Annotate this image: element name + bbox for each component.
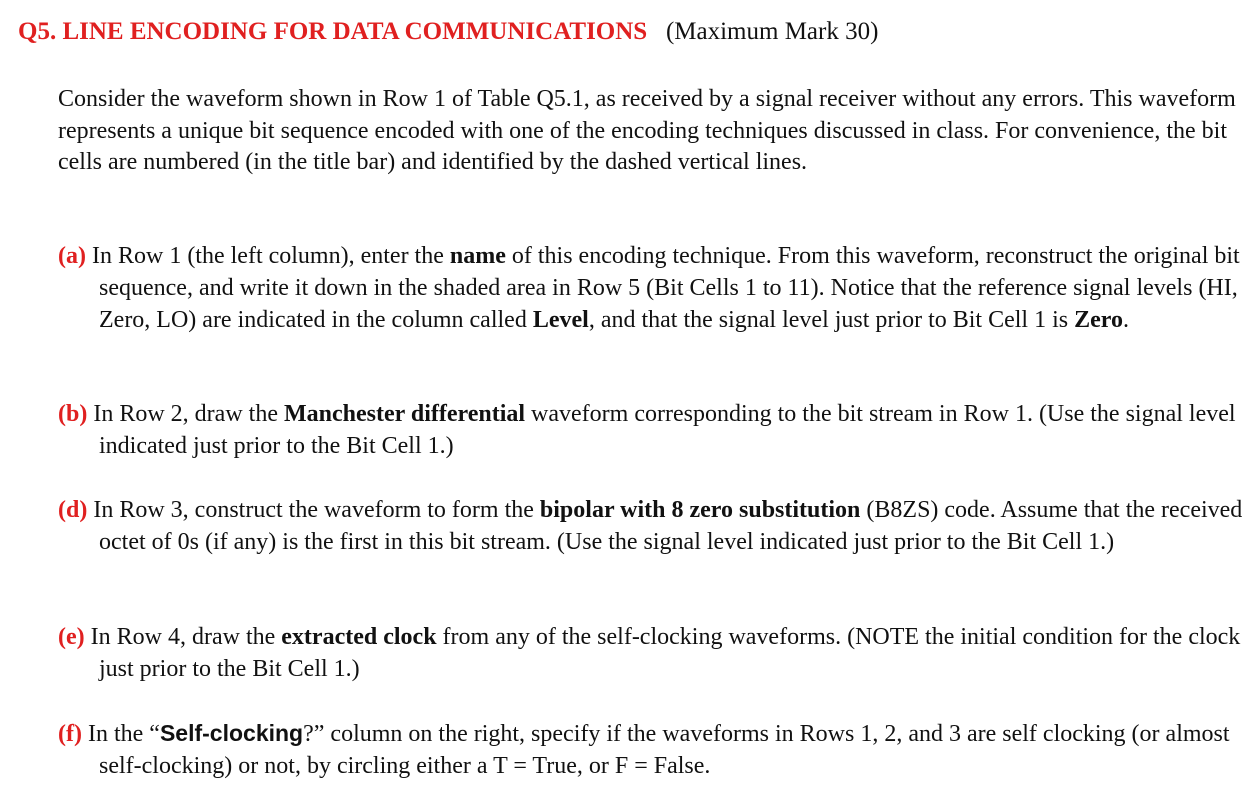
- maximum-mark: (Maximum Mark 30): [665, 18, 879, 45]
- part-a-label: (a): [58, 243, 86, 269]
- part-e-bold: extracted clock: [281, 624, 437, 650]
- part-a-text-2: of this encoding technique. From this waveform, reconstruct the original bit sequence, and write it down in the shaded area in Row 5 (Bit Cells 1 to 11). Notice that the reference signal levels (HI, Zero, LO) are indicated in the column called: [99, 243, 1240, 333]
- part-a-bold-name: name: [449, 243, 506, 269]
- part-b-bold: Manchester differential: [283, 401, 526, 427]
- part-a-text-1: In Row 1 (the left column), enter the: [91, 243, 450, 269]
- part-f-label: (f): [58, 721, 82, 747]
- part-a-text-4: .: [1122, 307, 1129, 333]
- part-f-bold: Self-clocking: [159, 720, 304, 746]
- part-a-bold-level: Level: [532, 307, 589, 333]
- part-d-text-1: In Row 3, construct the waveform to form the: [93, 497, 540, 523]
- part-b-text-1: In Row 2, draw the: [93, 401, 284, 427]
- part-f: [58, 717, 1248, 782]
- question-title: [18, 14, 878, 50]
- part-d: [58, 494, 1248, 558]
- part-b-text-2: waveform corresponding to the bit stream in Row 1. (Use the signal level indicated just prior to the Bit Cell 1.): [99, 401, 1236, 459]
- part-d-bold: bipolar with 8 zero substitution: [539, 497, 861, 523]
- part-a-bold-zero: Zero: [1074, 307, 1123, 333]
- part-e-label: (e): [58, 624, 85, 650]
- part-e-text-1: In Row 4, draw the: [90, 624, 282, 650]
- intro-paragraph: Consider the waveform shown in Row 1 of Table Q5.1, as received by a signal receiver without any errors. This waveform represents a unique bit sequence encoded with one of the encoding techniques discussed in class. For convenience, the bit cells are numbered (in the title bar) and identified by the dashed vertical lines.: [58, 86, 1236, 175]
- part-e-text-2: from any of the self-clocking waveforms. (NOTE the initial condition for the clock just prior to the Bit Cell 1.): [99, 624, 1241, 682]
- part-a-text-3: , and that the signal level just prior to Bit Cell 1 is: [588, 307, 1075, 333]
- part-e: [58, 621, 1248, 685]
- question-heading: Q5. LINE ENCODING FOR DATA COMMUNICATIONS: [18, 18, 648, 45]
- part-b: [58, 398, 1248, 462]
- part-d-label: (d): [58, 497, 88, 523]
- part-b-label: (b): [58, 401, 88, 427]
- part-a: [58, 240, 1248, 336]
- part-d-text-2: (B8ZS) code. Assume that the received octet of 0s (if any) is the first in this bit stream. (Use the signal level indicated just prior to the Bit Cell 1.): [99, 497, 1243, 555]
- part-f-text-1: In the “: [87, 721, 160, 747]
- part-f-text-2: ?” column on the right, specify if the waveforms in Rows 1, 2, and 3 are self clocking (or almost self-clocking) or not, by circling either a T = True, or F = False.: [99, 721, 1230, 779]
